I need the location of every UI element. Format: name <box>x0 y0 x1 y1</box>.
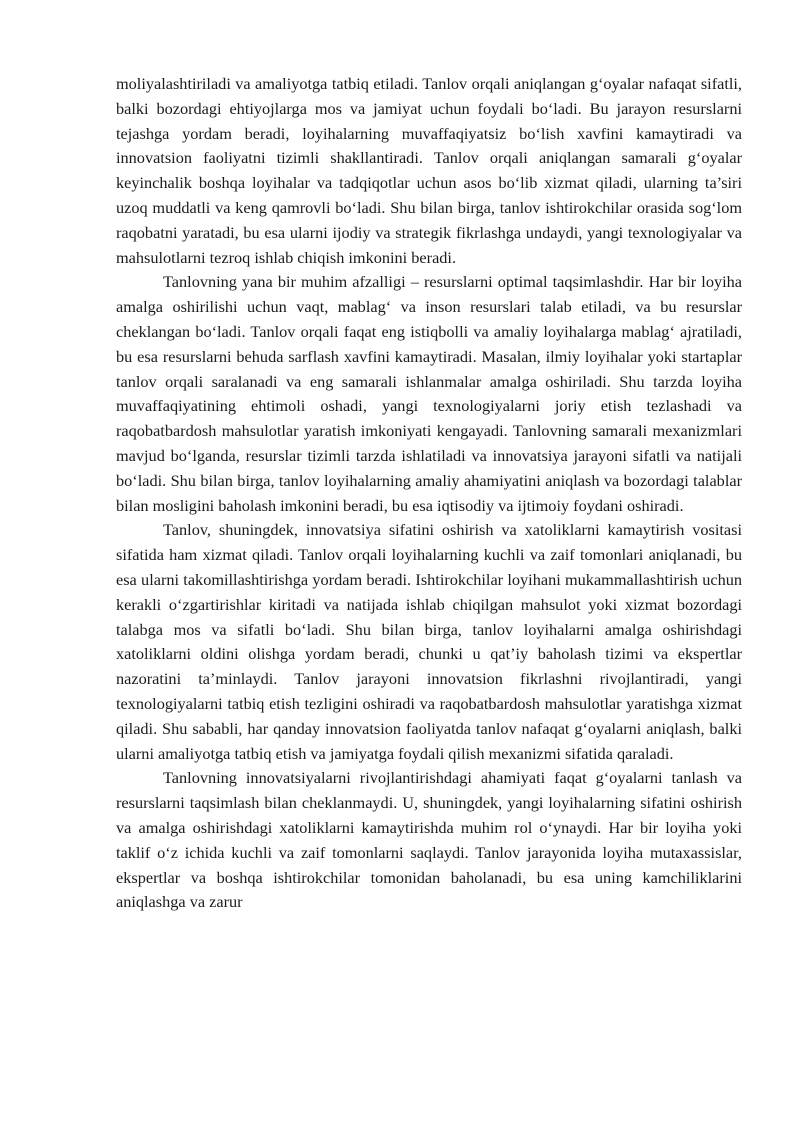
paragraph-continuation: moliyalashtiriladi va amaliyotga tatbiq etiladi. Tanlov orqali aniqlangan g‘oyalar nafaqat sifatli, balki bozordagi ehtiyojlarga mos va jamiyat uchun foydali bo‘ladi. Bu jarayon resurslarni tejashga yordam beradi, loyihalarning muvaffaqiyatsiz bo‘lish xavfini kamaytiradi va innovatsion faoliyatni tizimli shakllantiradi. Tanlov orqali aniqlangan samarali g‘oyalar keyinchalik boshqa loyihalar va tadqiqotlar uchun asos bo‘lib xizmat qiladi, ularning ta’siri uzoq muddatli va keng qamrovli bo‘ladi. Shu bilan birga, tanlov ishtirokchilar orasida sog‘lom raqobatni yaratadi, bu esa ularni ijodiy va strategik fikrlashga undaydi, yangi texnologiyalar va mahsulotlarni tezroq ishlab chiqish imkonini beradi. <box>116 74 742 267</box>
paragraph-innovation-importance: Tanlovning innovatsiyalarni rivojlantirishdagi ahamiyati faqat g‘oyalarni tanlash va resurslarni taqsimlash bilan cheklanmaydi. U, shuningdek, yangi loyihalarning sifatini oshirish va amalga oshirishdagi xatoliklarni kamaytirishda muhim rol o‘ynaydi. Har bir loyiha yoki taklif o‘z ichida kuchli va zaif tomonlarni saqlaydi. Tanlov jarayonida loyiha mutaxassislar, ekspertlar va boshqa ishtirokchilar tomonidan baholanadi, bu esa uning kamchiliklarini aniqlashga va zarur <box>116 768 742 912</box>
document-page <box>116 72 742 915</box>
paragraph-quality-improvement: Tanlov, shuningdek, innovatsiya sifatini oshirish va xatoliklarni kamaytirish vositasi sifatida ham xizmat qiladi. Tanlov orqali loyihalarning kuchli va zaif tomonlari aniqlanadi, bu esa ularni takomillashtirishga yordam beradi. Ishtirokchilar loyihani mukammallashtirish uchun kerakli o‘zgartirishlar kiritadi va natijada ishlab chiqilgan mahsulot yoki xizmat bozordagi talabga mos va sifatli bo‘ladi. Shu bilan birga, tanlov loyihalarni amalga oshirishdagi xatoliklarni oldini olishga yordam beradi, chunki u qat’iy baholash tizimi va ekspertlar nazoratini ta’minlaydi. Tanlov jarayoni innovatsion fikrlashni rivojlantiradi, yangi texnologiyalarni tatbiq etish tezligini oshiradi va raqobatbardosh mahsulotlar yaratishga xizmat qiladi. Shu sababli, har qanday innovatsion faoliyatda tanlov nafaqat g‘oyalarni aniqlash, balki ularni amaliyotga tatbiq etish va jamiyatga foydali qilish mexanizmi sifatida qaraladi. <box>116 520 742 763</box>
paragraph-resource-allocation: Tanlovning yana bir muhim afzalligi – resurslarni optimal taqsimlashdir. Har bir loyiha amalga oshirilishi uchun vaqt, mablag‘ va inson resurslari talab etiladi, va bu resurslar cheklangan bo‘ladi. Tanlov orqali faqat eng istiqbolli va amaliy loyihalarga mablag‘ ajratiladi, bu esa resurslarni behuda sarflash xavfini kamaytiradi. Masalan, ilmiy loyihalar yoki startaplar tanlov orqali saralanadi va eng samarali ishlanmalar amalga oshiriladi. Shu tarzda loyiha muvaffaqiyatining ehtimoli oshadi, yangi texnologiyalarni joriy etish tezlashadi va raqobatbardosh mahsulotlar yaratish imkoniyati kengayadi. Tanlovning samarali mexanizmlari mavjud bo‘lganda, resurslar tizimli tarzda ishlatiladi va innovatsiya jarayoni sifatli va natijali bo‘ladi. Shu bilan birga, tanlov loyihalarning amaliy ahamiyatini aniqlash va bozordagi talablar bilan mosligini baholash imkonini beradi, bu esa iqtisodiy va ijtimoiy foydani oshiradi. <box>116 272 742 515</box>
